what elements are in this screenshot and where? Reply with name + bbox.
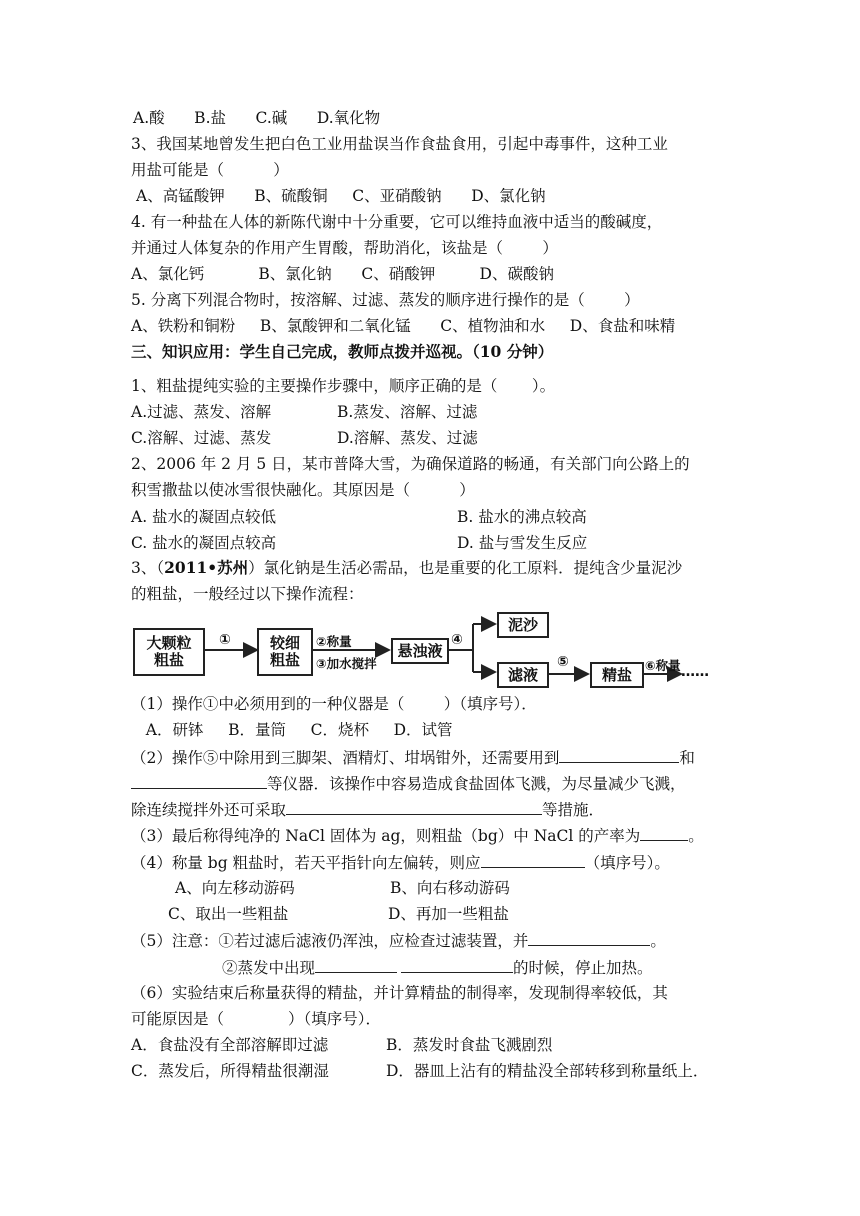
k3-part2-line3 bbox=[131, 799, 604, 820]
step-4-label: ④ bbox=[451, 632, 463, 648]
k2-line1: 2、2006 年 2 月 5 日，某市普降大雪，为确保道路的畅通，有关部门向公路上的 bbox=[131, 455, 690, 473]
k3-part2-and: 和 bbox=[679, 749, 695, 767]
prev-question-options: A.酸 B.盐 C.碱 D.氧化物 bbox=[133, 109, 381, 127]
step-1-label: ① bbox=[219, 632, 231, 648]
q5-options: A、铁粉和铜粉 B、氯酸钾和二氧化锰 C、植物油和水 D、食盐和味精 bbox=[131, 317, 676, 335]
k3-line1 bbox=[131, 558, 682, 578]
q5-line1: 5. 分离下列混合物时，按溶解、过滤、蒸发的顺序进行操作的是（ ） bbox=[131, 291, 640, 309]
k3-part6-line2: 可能原因是（ ）（填序号）． bbox=[131, 1010, 382, 1028]
answer-blank-2c[interactable] bbox=[286, 799, 542, 815]
k3-part2-text-b: 等仪器．该操作中容易造成食盐固体飞溅，为尽量减少飞溅， bbox=[267, 775, 686, 793]
box-large-crude-salt-line2: 粗盐 bbox=[153, 651, 184, 669]
k3-part2-text-d: 等措施． bbox=[542, 801, 605, 819]
section-title: 三、知识应用：学生自己完成，教师点拨并巡视。（10 分钟） bbox=[131, 342, 554, 361]
answer-blank-5c[interactable] bbox=[401, 957, 513, 973]
box-refined-salt: 精盐 bbox=[590, 662, 644, 688]
k3-source: 2011•苏州 bbox=[164, 558, 249, 577]
answer-blank-4[interactable] bbox=[481, 852, 585, 868]
answer-blank-5b[interactable] bbox=[315, 957, 397, 973]
k3-part5-line2 bbox=[222, 957, 653, 978]
step-6-label: ⑥称量 bbox=[645, 658, 681, 673]
k2-option-b: B. 盐水的沸点较高 bbox=[457, 508, 587, 526]
q4-options: A、氯化钙 B、氯化钠 C、硝酸钾 D、碳酸钠 bbox=[131, 265, 554, 283]
box-fine-crude-salt bbox=[257, 628, 313, 676]
k3-part4-end: （填序号）。 bbox=[584, 854, 670, 872]
k1-line1: 1、粗盐提纯实验的主要操作步骤中，顺序正确的是（ ）。 bbox=[131, 377, 556, 395]
k1-option-c: C.溶解、过滤、蒸发 bbox=[131, 429, 272, 447]
box-filtrate: 滤液 bbox=[497, 662, 549, 688]
k3-part4-option-a: A、向左移动游码 bbox=[175, 879, 295, 897]
k3-part5-end: 。 bbox=[650, 932, 666, 950]
k3-part4-option-c: C、取出一些粗盐 bbox=[168, 905, 289, 923]
k3-part2-text-a: （2）操作⑤中除用到三脚架、酒精灯、坩埚钳外，还需要用到 bbox=[131, 749, 560, 767]
k3-part5-text-a: （5）注意：①若过滤后滤液仍浑浊，应检查过滤装置，并 bbox=[131, 932, 529, 950]
step-5-label: ⑤ bbox=[557, 654, 569, 670]
k3-part1-options: A．研钵 B．量筒 C．烧杯 D．试管 bbox=[131, 721, 453, 739]
k2-option-a: A. 盐水的凝固点较低 bbox=[131, 508, 277, 526]
k3-part4 bbox=[131, 852, 670, 873]
k3-part1: （1）操作①中必须用到的一种仪器是（ ）（填序号）． bbox=[131, 695, 537, 713]
answer-blank-3[interactable] bbox=[640, 825, 688, 841]
q4-line2: 并通过人体复杂的作用产生胃酸，帮助消化，该盐是（ ） bbox=[131, 239, 558, 257]
box-large-crude-salt-line1: 大颗粒 bbox=[146, 634, 192, 652]
box-sand: 泥沙 bbox=[497, 612, 549, 638]
k3-part2-line2 bbox=[131, 773, 686, 794]
q3-line1: 3、我国某地曾发生把白色工业用盐误当作食盐食用，引起中毒事件，这种工业 bbox=[131, 135, 668, 153]
k3-part6-option-a: A．食盐没有全部溶解即过滤 bbox=[131, 1036, 329, 1054]
k3-part6-option-c: C．蒸发后，所得精盐很潮湿 bbox=[131, 1062, 329, 1080]
k1-option-a: A.过滤、蒸发、溶解 bbox=[131, 403, 272, 421]
step-2-label: ②称量 bbox=[316, 634, 352, 649]
k3-part5-text-d: 的时候，停止加热。 bbox=[513, 959, 653, 977]
process-flow-diagram bbox=[133, 612, 713, 692]
k2-line2: 积雪撒盐以使冰雪很快融化。其原因是（ ） bbox=[131, 481, 475, 499]
k3-part3-end: 。 bbox=[688, 827, 704, 845]
q4-line1: 4. 有一种盐在人体的新陈代谢中十分重要，它可以维持血液中适当的酸碱度， bbox=[131, 213, 663, 231]
k2-option-c: C. 盐水的凝固点较高 bbox=[131, 534, 277, 552]
flow-ellipsis: …… bbox=[681, 664, 709, 680]
answer-blank-5a[interactable] bbox=[528, 930, 650, 946]
k3-part5-line1 bbox=[131, 930, 666, 951]
k3-part3-text: （3）最后称得纯净的 NaCl 固体为 ag，则粗盐（bg）中 NaCl 的产率为 bbox=[131, 827, 641, 845]
k3-part4-option-b: B、向右移动游码 bbox=[390, 879, 510, 897]
k3-part3 bbox=[131, 825, 704, 846]
q3-options: A、高锰酸钾 B、硫酸铜 C、亚硝酸钠 D、氯化钠 bbox=[136, 187, 546, 205]
k2-option-d: D. 盐与雪发生反应 bbox=[457, 534, 588, 552]
box-fine-crude-salt-line2: 粗盐 bbox=[269, 651, 300, 669]
k3-part6-line1: （6）实验结束后称量获得的精盐，并计算精盐的制得率，发现制得率较低，其 bbox=[131, 984, 668, 1002]
k3-part4-option-d: D、再加一些粗盐 bbox=[388, 905, 509, 923]
answer-blank-2b[interactable] bbox=[131, 773, 267, 789]
answer-blank-2a[interactable] bbox=[559, 747, 679, 763]
k3-part4-text: （4）称量 bg 粗盐时，若天平指针向左偏转，则应 bbox=[131, 854, 481, 872]
step-3-label: ③加水搅拌 bbox=[316, 656, 377, 671]
k3-part6-option-d: D．器皿上沾有的精盐没全部转移到称量纸上． bbox=[386, 1062, 709, 1080]
k1-option-b: B.蒸发、溶解、过滤 bbox=[337, 403, 478, 421]
box-fine-crude-salt-line1: 较细 bbox=[269, 634, 300, 652]
q3-line2: 用盐可能是（ ） bbox=[131, 161, 289, 179]
k3-intro: ）氯化钠是生活必需品，也是重要的化工原料．提纯含少量泥沙 bbox=[248, 559, 683, 577]
k3-prefix: 3、（ bbox=[131, 559, 165, 577]
k1-option-d: D.溶解、蒸发、过滤 bbox=[337, 429, 478, 447]
k3-part6-option-b: B．蒸发时食盐飞溅剧烈 bbox=[386, 1036, 553, 1054]
box-large-crude-salt bbox=[133, 628, 205, 676]
k3-part5-text-c: ②蒸发中出现 bbox=[222, 959, 316, 977]
k3-part2-line1 bbox=[131, 747, 695, 768]
box-suspension: 悬浊液 bbox=[391, 638, 449, 664]
k3-line2: 的粗盐，一般经过以下操作流程： bbox=[131, 585, 364, 603]
k3-part2-text-c: 除连续搅拌外还可采取 bbox=[131, 801, 287, 819]
